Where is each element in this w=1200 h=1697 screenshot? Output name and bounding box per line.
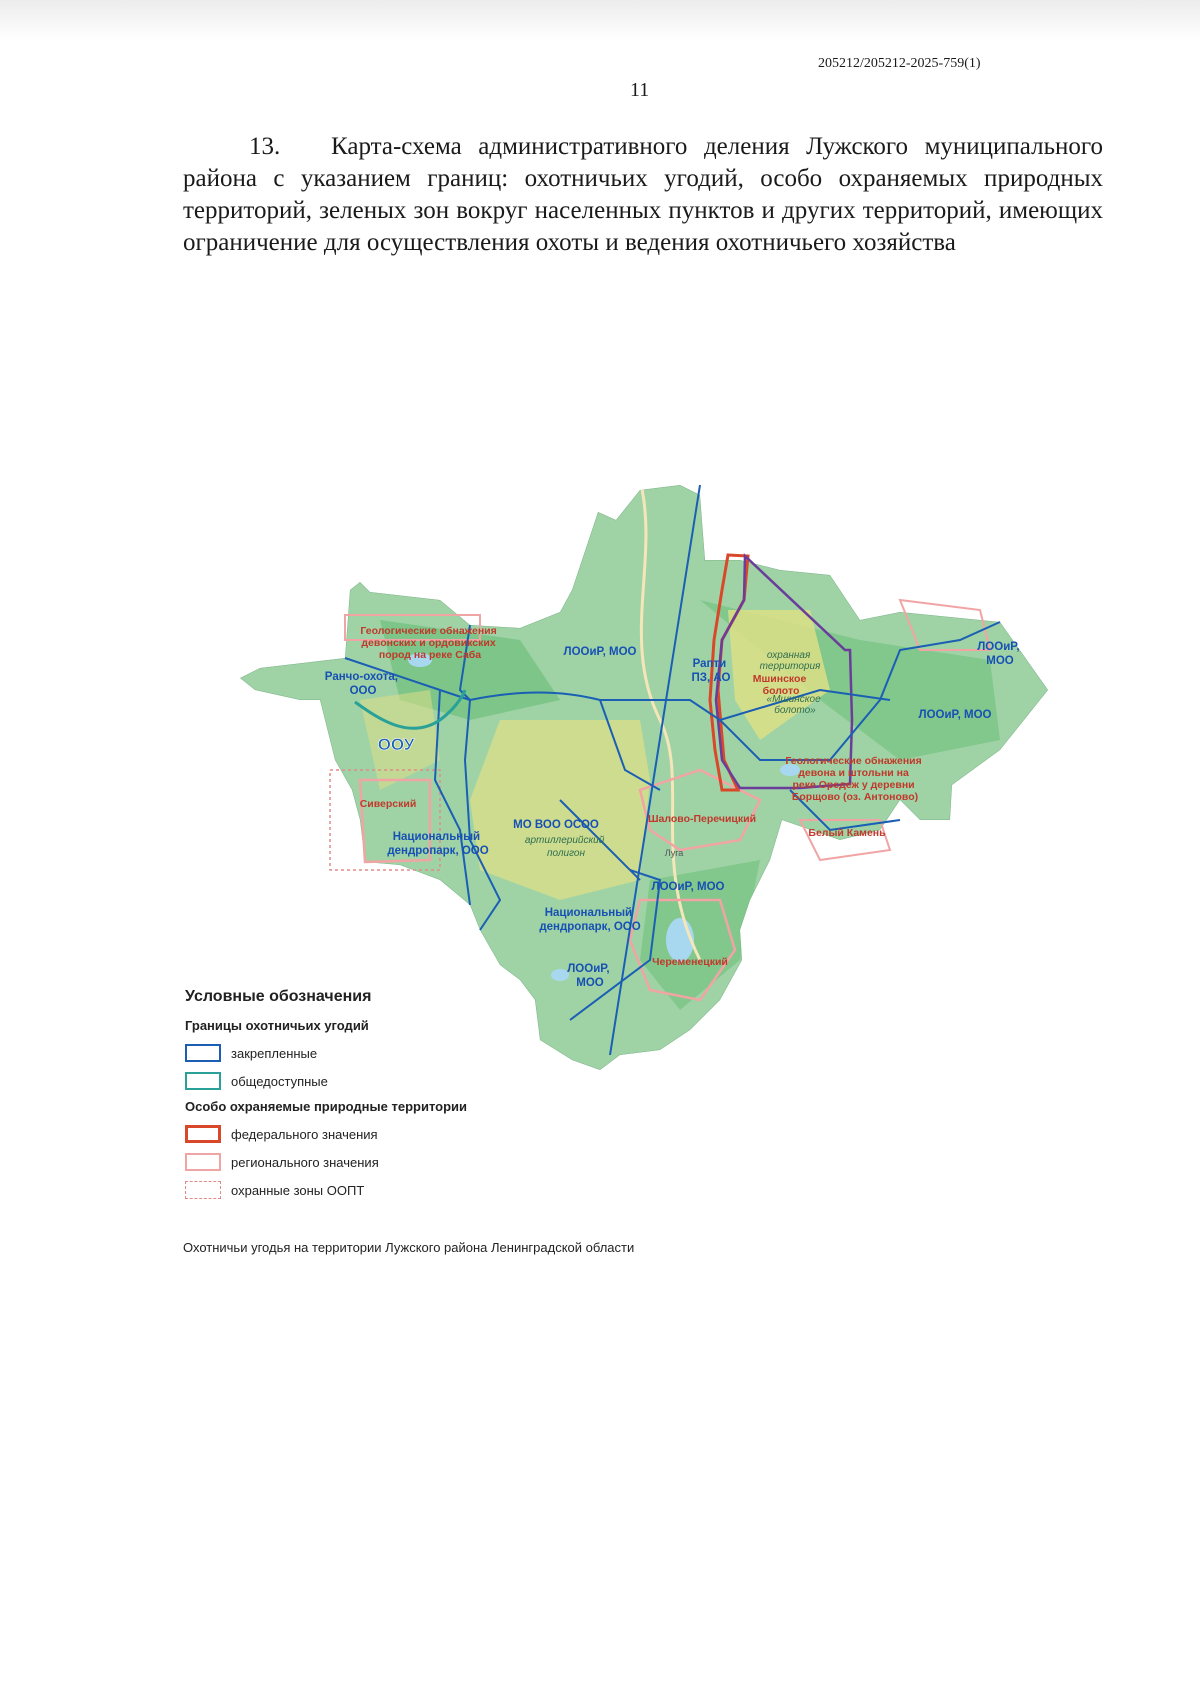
legend-title: Условные обозначения bbox=[185, 988, 372, 1005]
legend-swatch-assigned bbox=[185, 1044, 221, 1062]
label-geo-devon: Геологические обнажения девона и штольни на реке Оредеж у деревни Борщово (оз. Антоново) bbox=[785, 755, 922, 803]
label-rapti: Рапти ПЗ, АО bbox=[691, 658, 731, 684]
label-polygon-ital: артиллерийский полигон bbox=[524, 835, 605, 859]
section-title: Карта-схема административного деления Лужского муниципального района с указанием границ: охотничьих угодий, особо охраняемых природных территорий, зеленых зон вокруг населенных пунктов и других территорий, имеющих ограничение для осуществления охоты и ведения охотничьего хозяйства bbox=[183, 133, 1103, 256]
label-loo-top: ЛООиР, МОО bbox=[563, 646, 637, 658]
label-shalovo: Шалово-Перечицкий bbox=[647, 813, 757, 825]
label-nat-dendro-w: Национальный дендропарк, ООО bbox=[387, 831, 489, 857]
map-caption: Охотничьи угодья на территории Лужского района Ленинградской области bbox=[183, 1240, 635, 1255]
label-cheremenetskiy: Череменецкий bbox=[652, 956, 728, 968]
page-number: 11 bbox=[630, 79, 650, 101]
legend-row-federal bbox=[185, 1120, 467, 1148]
label-mshinskoe: Мшинское болото bbox=[752, 673, 807, 697]
label-mo-voo: МО ВОО ОСОО bbox=[513, 819, 599, 831]
legend-row-public bbox=[185, 1067, 467, 1095]
legend-row-regional bbox=[185, 1148, 467, 1176]
label-mshinskoe-ital2: «Мшинское болото» bbox=[766, 694, 821, 716]
label-rancho: Ранчо-охота, ООО bbox=[324, 671, 398, 697]
legend-label-regional: регионального значения bbox=[231, 1154, 379, 1170]
legend-label-assigned: закрепленные bbox=[231, 1045, 318, 1061]
legend-label-public: общедоступные bbox=[231, 1073, 328, 1089]
label-nat-dendro-c: Национальный дендропарк, ООО bbox=[539, 907, 641, 933]
label-loo-ne: ЛООиР, МОО bbox=[977, 641, 1020, 667]
label-belyi-kamen: Белый Камень bbox=[808, 827, 886, 839]
label-loo-center: ЛООиР, МОО bbox=[651, 881, 725, 893]
field-patch bbox=[470, 720, 650, 900]
label-loo-south: ЛООиР, МОО bbox=[567, 963, 610, 989]
label-siverskiy: Сиверский bbox=[359, 798, 417, 810]
legend-label-federal: федерального значения bbox=[231, 1126, 378, 1142]
map-legend bbox=[185, 988, 467, 1204]
label-geo-saba: Геологические обнажения девонских и ордовикских пород на реке Саба bbox=[360, 625, 497, 661]
legend-row-buffer bbox=[185, 1176, 467, 1204]
legend-swatch-public bbox=[185, 1072, 221, 1090]
section-number: 13. bbox=[249, 133, 281, 160]
legend-swatch-regional bbox=[185, 1153, 221, 1171]
legend-swatch-federal bbox=[185, 1125, 221, 1143]
legend-group-hunting: Границы охотничьих угодий bbox=[185, 1018, 369, 1033]
legend-group-protected: Особо охраняемые природные территории bbox=[185, 1099, 468, 1114]
legend-swatch-buffer bbox=[185, 1181, 221, 1199]
label-loo-e: ЛООиР, МОО bbox=[918, 709, 992, 721]
label-oou: ООУ bbox=[377, 735, 415, 754]
legend-row-assigned bbox=[185, 1039, 467, 1067]
legend-label-buffer: охранные зоны ООПТ bbox=[231, 1182, 365, 1198]
document-number: 205212/205212-2025-759(1) bbox=[818, 56, 981, 71]
label-mshinskoe-ital: охранная территория bbox=[759, 650, 821, 672]
label-luga: Луга bbox=[664, 848, 684, 858]
